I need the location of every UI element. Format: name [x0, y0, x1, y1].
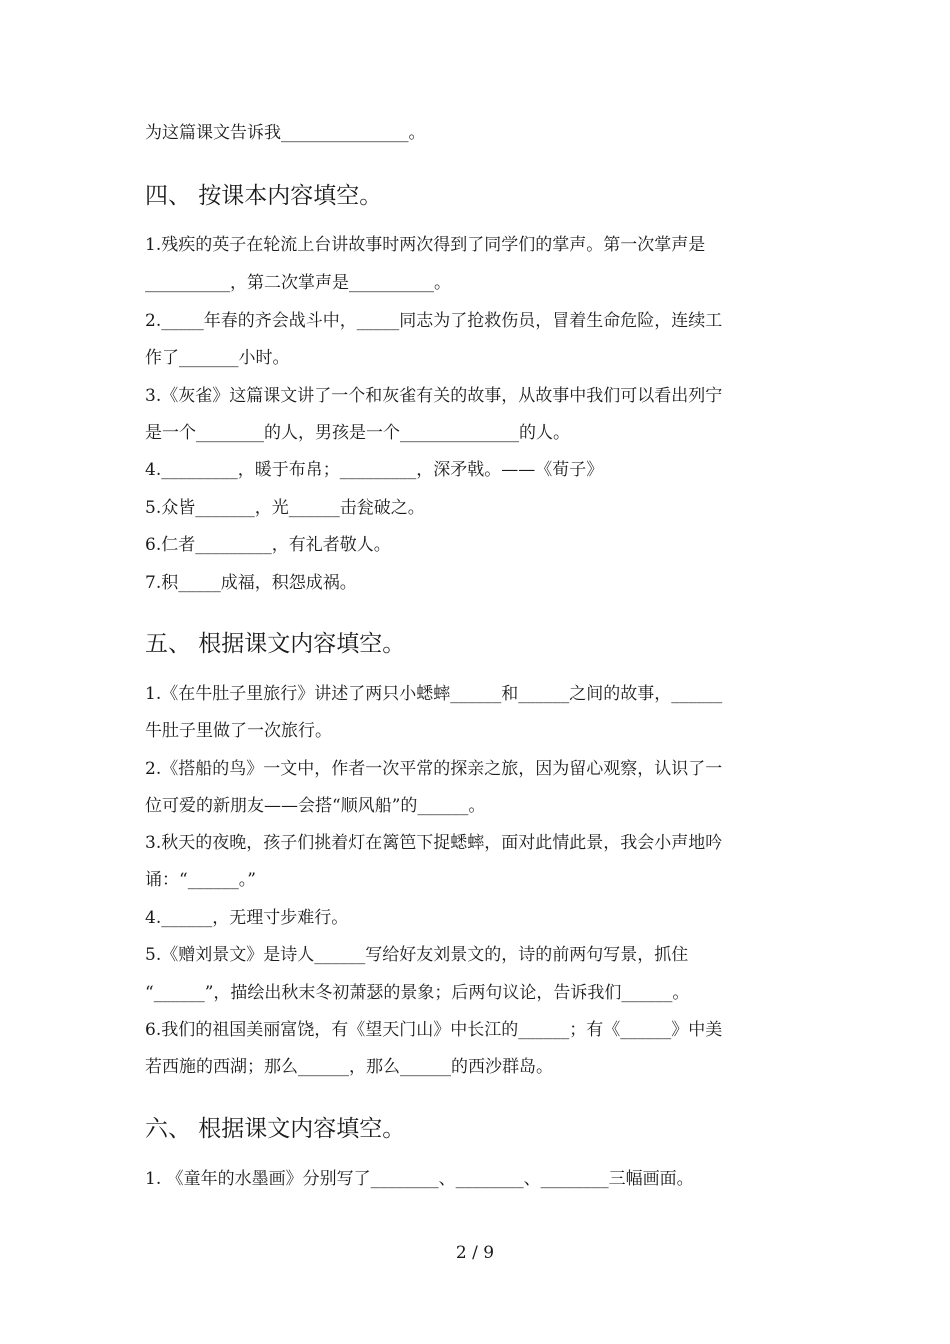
- section-4-line: 7.积_____成福，积怨成祸。: [145, 573, 357, 593]
- section-6-line: 1. 《童年的水墨画》分别写了________、________、________三幅画面。: [145, 1169, 694, 1189]
- section-5-line: 1.《在牛肚子里旅行》讲述了两只小蟋蟀______和______之间的故事，______: [145, 684, 723, 704]
- section-5-line: 诵：“______。”: [145, 870, 256, 890]
- section-5-line: “______”，描绘出秋末冬初萧瑟的景象；后两句议论，告诉我们______。: [145, 983, 690, 1003]
- section-5-line: 6.我们的祖国美丽富饶，有《望天门山》中长江的______；有《______》中美: [145, 1020, 723, 1040]
- page-number: 2 / 9: [455, 1243, 495, 1263]
- section-4-title: 四、 按课本内容填空。: [145, 183, 383, 209]
- section-5-line: 位可爱的新朋友——会搭“顺风船”的______。: [145, 796, 486, 816]
- section-4-line: __________，第二次掌声是__________。: [145, 273, 451, 293]
- section-5-title: 五、 根据课文内容填空。: [145, 631, 406, 657]
- section-6-title: 六、 根据课文内容填空。: [145, 1116, 406, 1142]
- section-4-line: 1.残疾的英子在轮流上台讲故事时两次得到了同学们的掌声。第一次掌声是: [145, 235, 706, 255]
- section-5-line: 若西施的西湖；那么______，那么______的西沙群岛。: [145, 1057, 553, 1077]
- section-4-line: 是一个________的人，男孩是一个______________的人。: [145, 423, 570, 443]
- section-4-line: 5.众皆_______，光______击瓮破之。: [145, 498, 425, 518]
- section-5-line: 5.《赠刘景文》是诗人______写给好友刘景文的，诗的前两句写景，抓住: [145, 945, 689, 965]
- intro-line: 为这篇课文告诉我_______________。: [145, 123, 426, 143]
- section-4-line: 6.仁者_________，有礼者敬人。: [145, 535, 391, 555]
- section-5-line: 4.______，无理寸步难行。: [145, 908, 349, 928]
- section-5-line: 牛肚子里做了一次旅行。: [145, 721, 332, 741]
- section-4-line: 作了_______小时。: [145, 348, 290, 368]
- section-5-line: 2.《搭船的鸟》一文中，作者一次平常的探亲之旅，因为留心观察，认识了一: [145, 759, 723, 779]
- section-5-line: 3.秋天的夜晚，孩子们挑着灯在篱笆下捉蟋蟀，面对此情此景，我会小声地吟: [145, 833, 723, 853]
- section-4-line: 2._____年春的齐会战斗中，_____同志为了抢救伤员，冒着生命危险，连续工: [145, 311, 723, 331]
- section-4-line: 4._________，暖于布帛；_________，深矛戟。——《荀子》: [145, 460, 604, 480]
- section-4-line: 3.《灰雀》这篇课文讲了一个和灰雀有关的故事，从故事中我们可以看出列宁: [145, 386, 723, 406]
